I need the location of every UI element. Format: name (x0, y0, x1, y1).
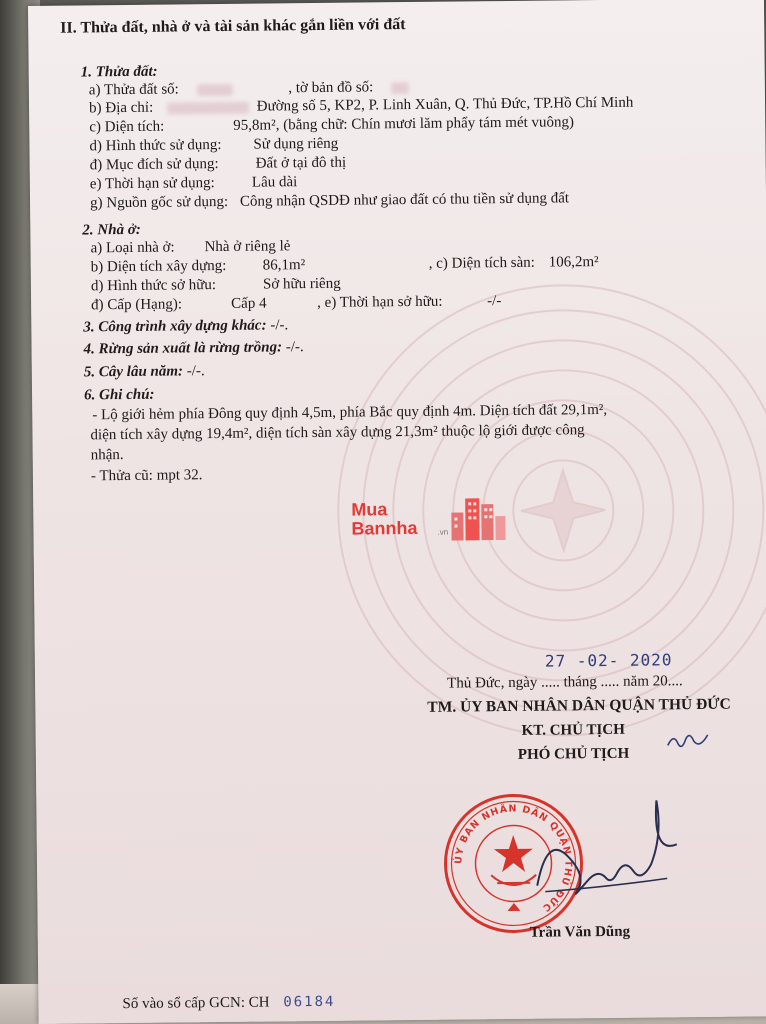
house-ownership-value: Sở hữu riêng (262, 275, 341, 293)
watermark-domain-text: .vn (437, 527, 449, 537)
land-origin-value: Công nhận QSDĐ như giao đất có thu tiền sử dụng đất (239, 190, 570, 210)
house-grade-value: Cấp 4 (231, 295, 267, 312)
land-address-value: Đường số 5, KP2, P. Linh Xuân, Q. Thủ Đức, TP.Hồ Chí Minh (256, 94, 634, 115)
land-usage-form-value: Sử dụng riêng (253, 135, 339, 153)
perennial-value: -/-. (186, 363, 205, 380)
other-construction-row (83, 316, 288, 336)
perennial-row (84, 362, 205, 381)
other-construction-label: 3. Công trình xây dựng khác: (83, 317, 267, 336)
land-term-row (89, 174, 298, 193)
land-area-label: c) Diện tích: (89, 118, 165, 136)
initial-signature (666, 727, 711, 757)
house-type-row (90, 238, 291, 257)
other-construction-value: -/-. (270, 317, 289, 334)
land-usage-form-row (89, 135, 339, 155)
forest-value: -/-. (285, 339, 304, 356)
watermark-logo (349, 488, 510, 548)
house-heading: 2. Nhà ở: (82, 221, 141, 239)
watermark-bannha-text: Bannha (351, 517, 418, 539)
house-build-area-value: 86,1m² (262, 257, 306, 274)
notes-line-1: - Lộ giới hẻm phía Đông quy định 4,5m, phía Bắc quy định 4m. Diện tích đất 29,1m², (92, 401, 608, 424)
notes-line-2: diện tích xây dựng 19,4m², diện tích sàn xây dựng 21,3m² thuộc lộ giới được công (90, 422, 585, 444)
land-origin-row (90, 189, 569, 212)
land-purpose-label: đ) Mục đích sử dụng: (89, 156, 219, 174)
house-type-label: a) Loại nhà ở: (90, 239, 175, 257)
signer-name: Trần Văn Dũng (529, 923, 631, 941)
land-heading: 1. Thửa đất: (80, 63, 158, 81)
section-title: II. Thửa đất, nhà ở và tài sản khác gắn liền với đất (60, 16, 406, 37)
notes-line-4: - Thửa cũ: mpt 32. (90, 467, 203, 485)
house-ownership-row (90, 275, 341, 295)
land-purpose-row (89, 154, 347, 174)
redacted-parcel-number (196, 83, 232, 95)
handwritten-date: 27 -02- 2020 (544, 650, 673, 671)
watermark-mua-text: Mua (351, 499, 388, 520)
seal-text: ỦY BAN NHÂN DÂN QUẬN THỦ ĐỨC (453, 803, 574, 914)
gcn-register-row (122, 993, 335, 1013)
house-area-row (91, 252, 691, 276)
land-origin-label: g) Nguồn gốc sử dụng: (89, 193, 229, 212)
land-purpose-value: Đất ở tại đô thị (255, 154, 347, 172)
land-term-label: e) Thời hạn sử dụng: (89, 175, 215, 193)
land-address-label: b) Địa chỉ: (88, 99, 154, 117)
handwritten-signature (526, 794, 697, 906)
notes-heading: 6. Ghi chú: (83, 386, 155, 404)
house-grade-label: đ) Cấp (Hạng): (91, 296, 183, 314)
house-build-area-label: b) Diện tích xây dựng: (90, 257, 227, 276)
house-type-value: Nhà ở riêng lẻ (204, 238, 291, 256)
house-term-label: , e) Thời hạn sở hữu: (317, 293, 443, 311)
house-term-value: -/- (487, 293, 502, 310)
land-term-value: Lâu dài (251, 174, 298, 191)
land-map-label: , tờ bản đồ số: (288, 79, 374, 97)
house-ownership-label: d) Hình thức sở hữu: (90, 277, 217, 295)
certificate-page (28, 0, 766, 1024)
land-area-row (89, 114, 575, 137)
house-floor-area-value: 106,2m² (548, 254, 599, 271)
place-date-line: Thủ Đức, ngày ..... tháng ..... năm 20.... (447, 673, 683, 692)
forest-label: 4. Rừng sản xuất là rừng trồng: (83, 339, 283, 358)
forest-row (84, 338, 304, 358)
land-usage-form-label: d) Hình thức sử dụng: (89, 136, 222, 155)
kt-chairman: KT. CHỦ TỊCH (521, 721, 625, 739)
land-parcel-label: a) Thửa đất số: (88, 81, 179, 99)
gcn-register-label: Số vào sổ cấp GCN: CH (122, 994, 270, 1013)
vice-chairman-title: PHÓ CHỦ TỊCH (517, 745, 630, 763)
buildings-icon (449, 490, 508, 541)
notes-line-3: nhận. (90, 447, 124, 464)
perennial-label: 5. Cây lâu năm: (83, 363, 184, 381)
land-area-value: 95,8m², (bằng chữ: Chín mươi lăm phẩy tám mét vuông) (233, 114, 575, 134)
redacted-map-number (391, 82, 409, 94)
gcn-register-number: 06184 (283, 993, 336, 1011)
redacted-house-number (167, 101, 249, 114)
issuing-authority: TM. ỦY BAN NHÂN DÂN QUẬN THỦ ĐỨC (427, 695, 731, 716)
house-floor-area-label: , c) Diện tích sàn: (428, 254, 536, 272)
